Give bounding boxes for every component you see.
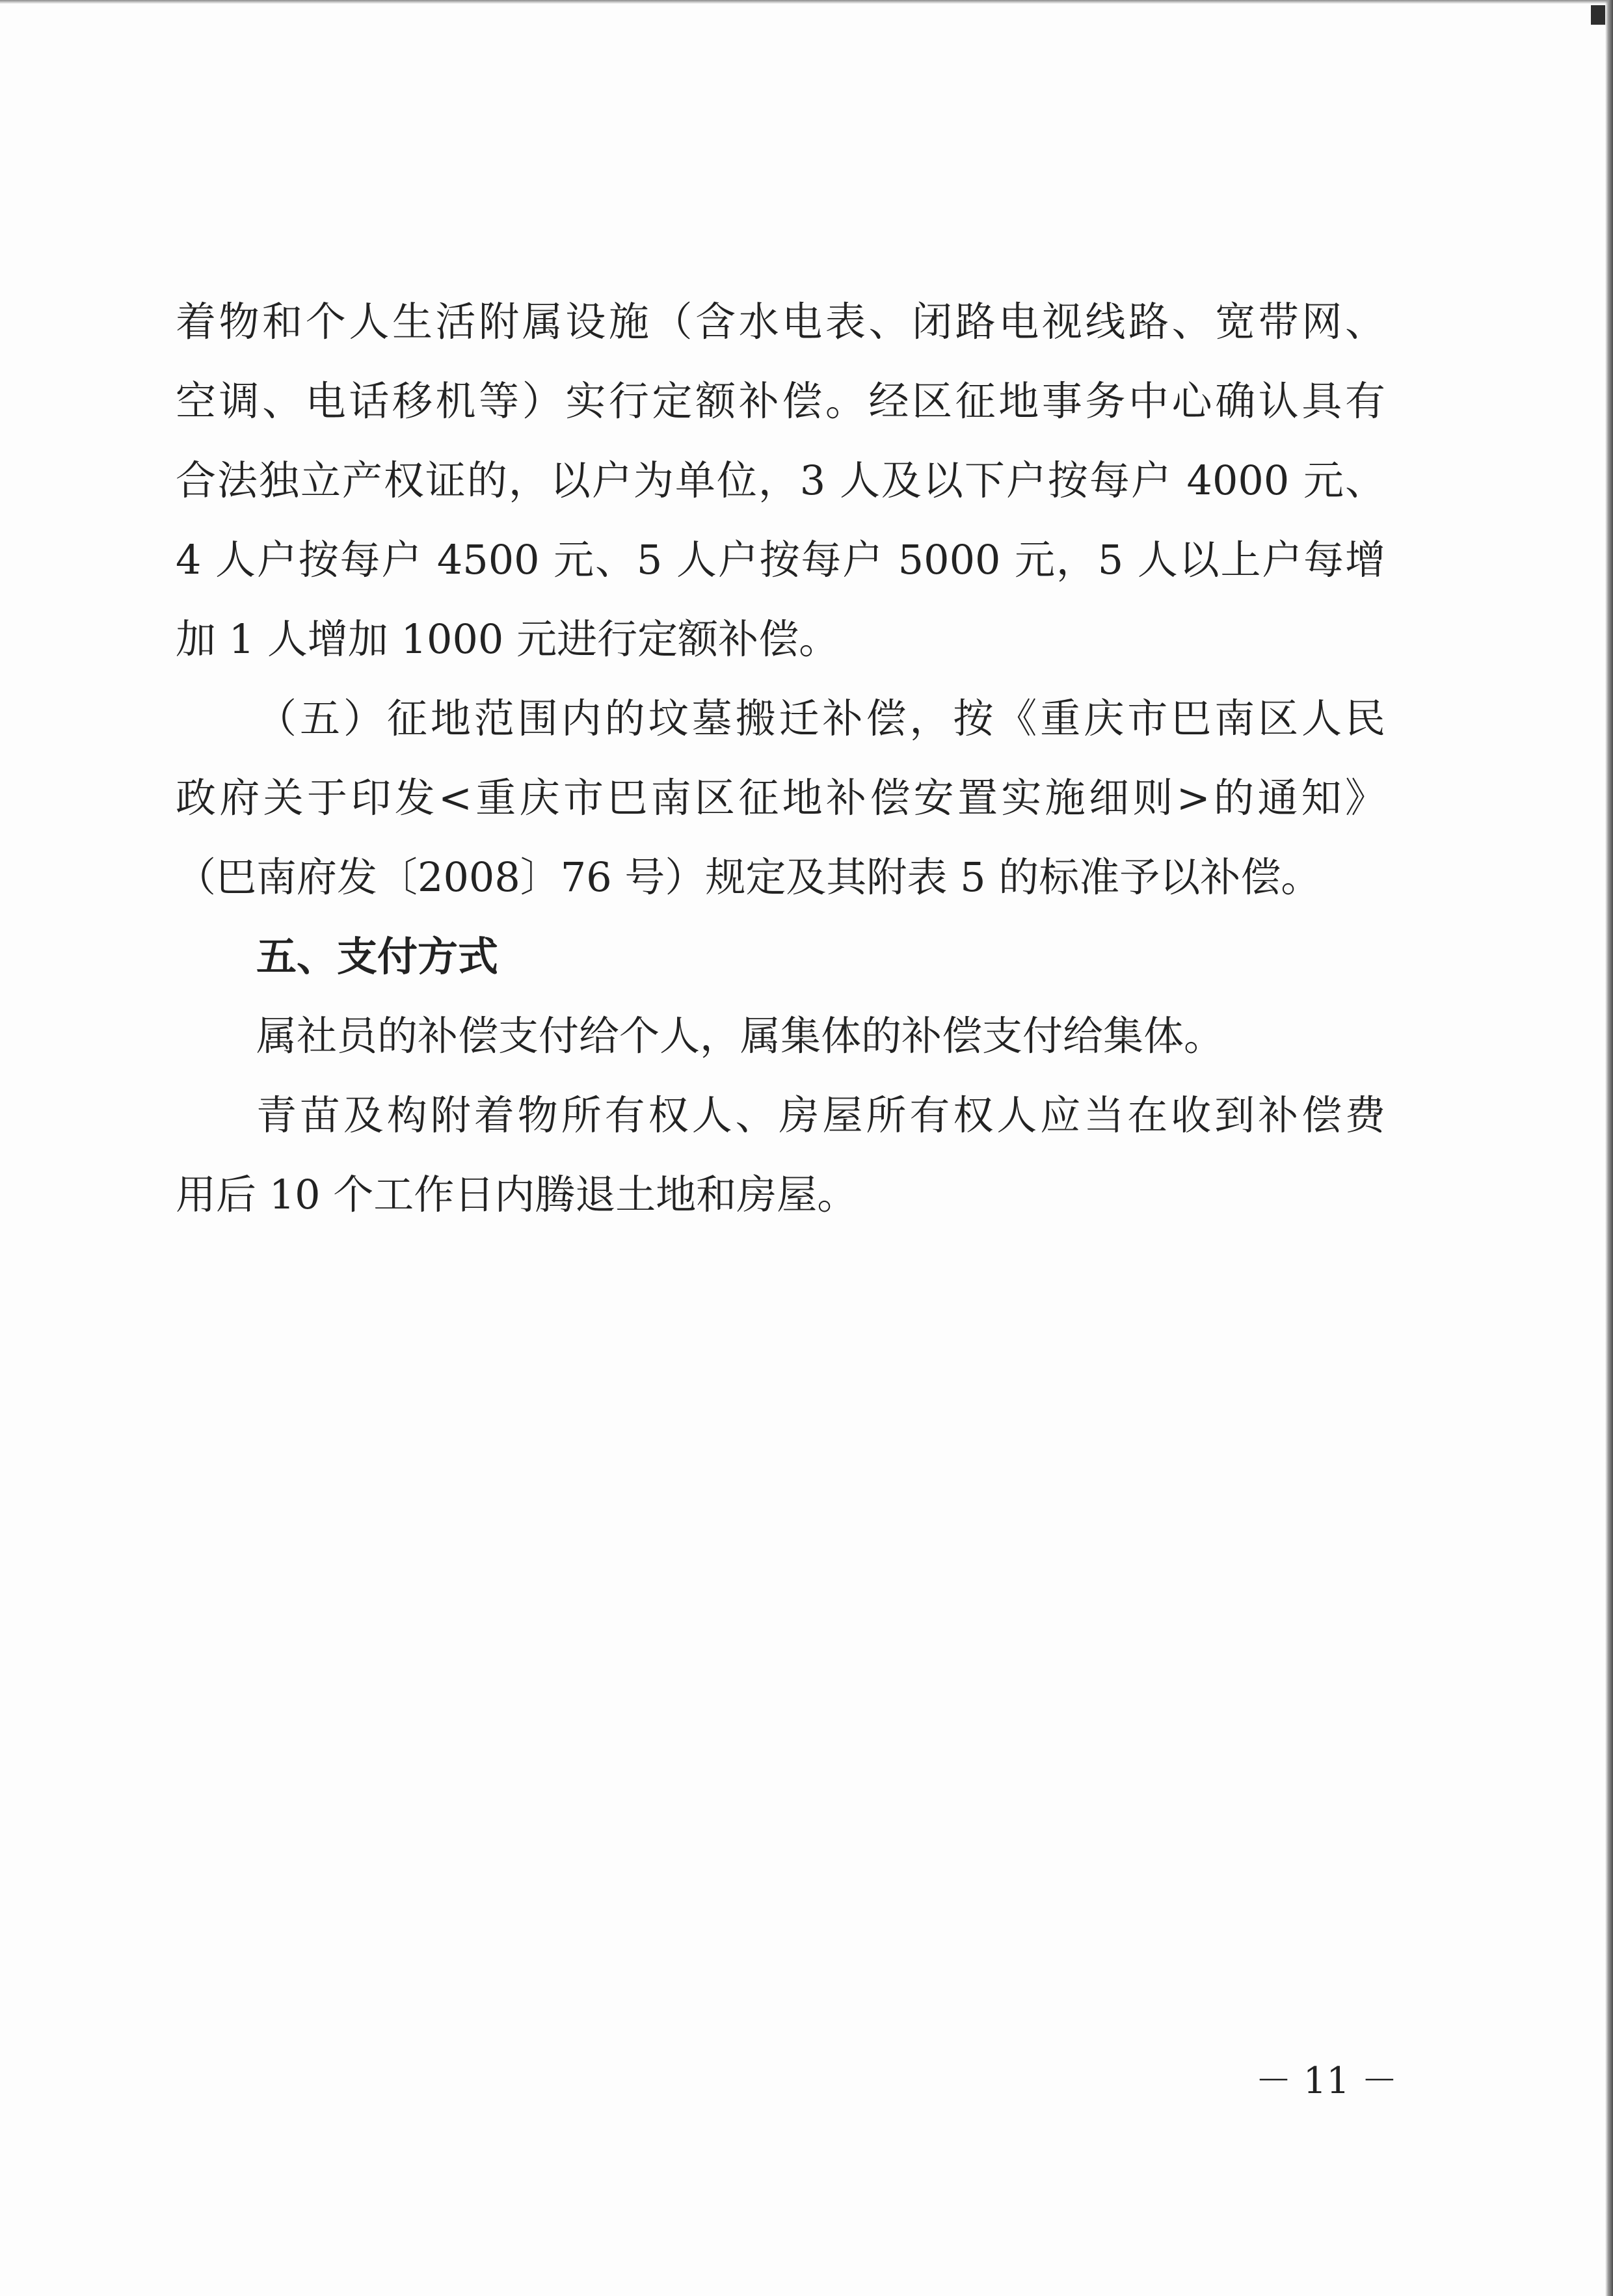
paragraph-start-line: 属社员的补偿支付给个人，属集体的补偿支付给集体。 — [256, 1012, 1225, 1060]
paragraph-start-line: 青苗及构附着物所有权人、房屋所有权人应当在收到补偿费 — [256, 1091, 1385, 1139]
text-line: 用后 10 个工作日内腾退土地和房屋。 — [176, 1171, 858, 1218]
text-line: 合法独立产权证的，以户为单位，3 人及以下户按每户 4000 元、 — [176, 457, 1385, 504]
scan-corner-mark — [1591, 5, 1605, 25]
section-heading: 五、支付方式 — [256, 933, 499, 980]
paragraph-start-line: （五）征地范围内的坟墓搬迁补偿，按《重庆市巴南区人民 — [256, 695, 1385, 742]
text-line: 政府关于印发<重庆市巴南区征地补偿安置实施细则>的通知》 — [176, 774, 1385, 821]
text-line: 加 1 人增加 1000 元进行定额补偿。 — [176, 615, 840, 663]
text-line: 4 人户按每户 4500 元、5 人户按每户 5000 元，5 人以上户每增 — [176, 536, 1385, 583]
scan-edge-top — [0, 0, 1613, 4]
scan-edge-right — [1605, 0, 1613, 2296]
text-line: 空调、电话移机等）实行定额补偿。经区征地事务中心确认具有 — [176, 377, 1385, 425]
page-number: － 11 － — [1255, 2060, 1398, 2102]
text-line: （巴南府发〔2008〕76 号）规定及其附表 5 的标准予以补偿。 — [176, 853, 1322, 901]
text-line: 着物和个人生活附属设施（含水电表、闭路电视线路、宽带网、 — [176, 298, 1385, 345]
